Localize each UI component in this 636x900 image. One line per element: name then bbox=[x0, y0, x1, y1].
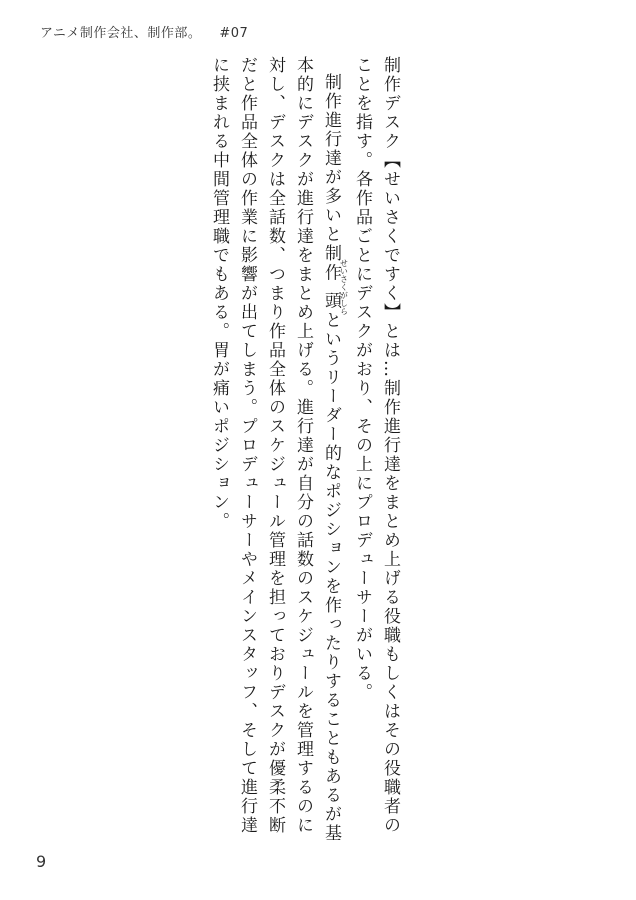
page-number: 9 bbox=[36, 852, 47, 871]
paragraph-description bbox=[205, 56, 348, 846]
ruby-reading: せいさくがしら bbox=[339, 259, 349, 315]
paragraph-definition bbox=[348, 56, 404, 846]
description-text-b: というリーダー的なポジションを作ったりすることもあるが基本的にデスクが進行達をまとめ上げる。進行達が自分の話数のスケジュールを管理するのに対し、デスクは全話数、つまり作品全体のスケジュール管理を担っておりデスクが優柔不断だと作品全体の作業に影響が出てしまう。プロデューサーやメインスタッフ、そして進行達に挟まれる中間管理職でもある。胃が痛いポジション。 bbox=[209, 56, 341, 843]
book-title: アニメ制作会社、制作部。 bbox=[40, 26, 202, 41]
description-text-a: 制作進行達が多いと制作頭せいさくがしら bbox=[321, 73, 349, 315]
running-header bbox=[40, 22, 248, 41]
ruby-annotation: 作頭せいさくがしら bbox=[321, 259, 349, 315]
episode-number: #07 bbox=[219, 26, 249, 41]
definition-text: 制作進行達をまとめ上げる役職もしくはその役職者のことを指す。各作品ごとにデスクがおり、その上にプロデューサーがいる。 bbox=[352, 56, 400, 835]
vertical-body-text bbox=[205, 56, 404, 846]
term-heading: 制作デスク【せいさくですく】とは… bbox=[380, 56, 400, 379]
